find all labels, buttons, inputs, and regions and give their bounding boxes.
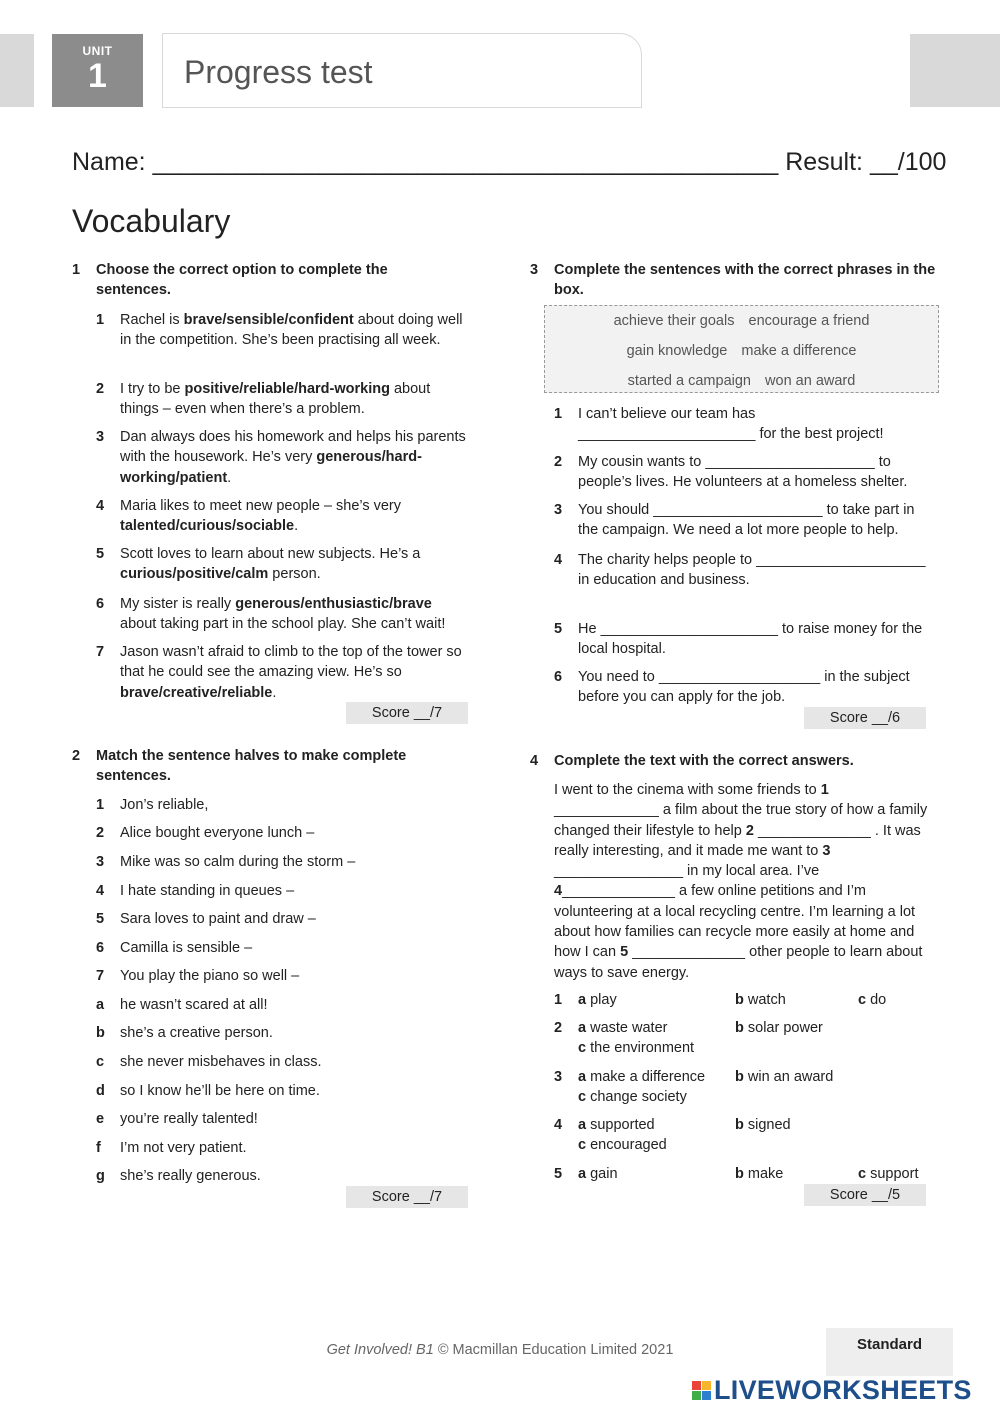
item-text: he wasn’t scared at all!	[120, 997, 268, 1013]
item-text: My sister is really generous/enthusiastic/brave about taking part in the school play. She can’t wait!	[120, 596, 446, 633]
phrase: encourage a friend	[748, 313, 870, 329]
option-letter: a	[578, 1117, 587, 1133]
item-text: Rachel is brave/sensible/confident about doing well in the competition. She’s been practising all week.	[120, 312, 463, 349]
text-part: ________________ in my local area. I’ve	[554, 863, 820, 880]
task-3-heading	[530, 260, 940, 300]
option-letter: c	[578, 1040, 587, 1057]
text-part: _____________ a film about the true story of how a family changed their lifestyle to help	[554, 802, 928, 839]
phrase: gain knowledge	[626, 343, 728, 359]
task-2	[72, 746, 462, 786]
item-text: He ______________________ to raise money for the local hospital.	[578, 621, 923, 658]
unit-label: UNIT	[82, 44, 113, 58]
gap-number: 5	[620, 944, 629, 961]
item-number: 5	[96, 911, 105, 927]
phrase-row	[545, 336, 938, 366]
option-text: encouraged	[590, 1137, 667, 1154]
item-number: b	[96, 1025, 105, 1041]
item-text: Jon’s reliable,	[120, 797, 209, 813]
list-item	[96, 823, 466, 843]
book-title: Get Involved! B1	[326, 1342, 434, 1358]
item-number: 6	[554, 669, 563, 685]
item-text: Mike was so calm during the storm –	[120, 854, 356, 870]
task-instruction: Complete the sentences with the correct phrases in the box.	[554, 262, 936, 298]
option-letter: a	[578, 1020, 587, 1036]
item-text: Sara loves to paint and draw –	[120, 911, 316, 927]
option-number: 3	[554, 1069, 563, 1085]
option-b	[735, 1018, 823, 1038]
list-item	[554, 452, 934, 493]
list-item	[96, 1081, 466, 1101]
list-item	[554, 500, 934, 541]
task-3	[530, 260, 940, 300]
item-text: I’m not very patient.	[120, 1140, 247, 1156]
task-1-heading	[72, 260, 462, 300]
task-number: 4	[530, 753, 539, 769]
task-instruction: Match the sentence halves to make complete sentences.	[96, 748, 407, 784]
list-item	[96, 594, 466, 635]
list-item	[96, 1166, 466, 1186]
text-part: I went to the cinema with some friends to	[554, 782, 821, 798]
task-2-heading	[72, 746, 462, 786]
item-number: 3	[554, 502, 563, 518]
liveworksheets-logo	[692, 1374, 972, 1406]
liveworksheets-icon	[692, 1381, 711, 1400]
phrase-box	[544, 305, 939, 393]
task-number: 1	[72, 262, 81, 278]
list-item	[96, 427, 466, 488]
item-number: g	[96, 1168, 105, 1184]
option-a	[578, 1018, 667, 1038]
option-letter: b	[735, 1020, 744, 1036]
option-text: win an award	[747, 1069, 834, 1085]
option-text: supported	[590, 1117, 655, 1133]
text-part: ______________ . It was really interesting, and it made me want to	[554, 822, 921, 859]
option-text: watch	[747, 992, 786, 1008]
option-c	[858, 1164, 918, 1184]
item-number: 3	[96, 429, 105, 445]
option-letter: a	[578, 1069, 587, 1085]
item-text: I can’t believe our team has ______________________ for the best project!	[578, 406, 884, 443]
option-text: change society	[590, 1089, 687, 1106]
gap-number: 4	[554, 883, 563, 900]
option-letter: c	[858, 992, 867, 1008]
text-part: ______________ other people to learn about ways to save energy.	[554, 944, 923, 981]
option-letter: b	[735, 1117, 744, 1133]
list-item	[96, 938, 466, 958]
item-number: 6	[96, 596, 105, 612]
option-text: make a difference	[590, 1069, 706, 1085]
gap-number: 2	[745, 822, 754, 839]
list-item	[96, 881, 466, 901]
option-letter: b	[735, 1069, 744, 1085]
gap-number: 3	[822, 842, 831, 859]
item-text: The charity helps people to _____________________ in education and business.	[578, 552, 926, 589]
option-a	[578, 1115, 655, 1135]
phrase: make a difference	[741, 343, 857, 359]
option-number: 4	[554, 1117, 563, 1133]
option-letter: c	[858, 1166, 867, 1182]
item-text: You play the piano so well –	[120, 968, 300, 984]
task-number: 2	[72, 748, 81, 764]
item-number: 5	[554, 621, 563, 637]
header-right-bar	[910, 34, 1000, 107]
item-text: Jason wasn’t afraid to climb to the top of the tower so that he could see the amazing view. He’s so brave/creative/reliable.	[120, 644, 462, 701]
option-text: support	[870, 1166, 919, 1182]
item-number: 1	[96, 797, 105, 813]
item-number: 4	[96, 883, 105, 899]
list-item	[96, 544, 466, 585]
item-text: Alice bought everyone lunch –	[120, 825, 315, 841]
option-text: do	[870, 992, 887, 1008]
item-number: 2	[96, 381, 105, 397]
item-text: you’re really talented!	[120, 1111, 258, 1127]
task-2-score: Score __/7	[346, 1186, 468, 1208]
option-letter: c	[578, 1137, 587, 1154]
task-instruction: Complete the text with the correct answers.	[554, 753, 854, 769]
option-text: signed	[747, 1117, 791, 1133]
list-item	[96, 642, 466, 703]
item-text: Dan always does his homework and helps his parents with the housework. He’s very generous/hard-working/patient.	[120, 429, 466, 486]
task-1	[72, 260, 462, 300]
task-number: 3	[530, 262, 539, 278]
list-item	[96, 310, 466, 351]
list-item	[96, 966, 466, 986]
item-number: 2	[96, 825, 105, 841]
item-text: she’s really generous.	[120, 1168, 261, 1184]
phrase: won an award	[765, 373, 856, 389]
list-item	[554, 619, 934, 660]
phrase: started a campaign	[627, 373, 751, 389]
task-instruction: Choose the correct option to complete the sentences.	[96, 262, 388, 298]
item-number: 7	[96, 968, 105, 984]
list-item	[96, 852, 466, 872]
page-title: Progress test	[184, 54, 373, 90]
option-a	[578, 990, 617, 1010]
option-text: solar power	[747, 1020, 823, 1036]
item-number: f	[96, 1140, 101, 1156]
unit-number: 1	[88, 57, 107, 95]
item-text: I try to be positive/reliable/hard-working about things – even when there’s a problem.	[120, 381, 431, 418]
option-letter: a	[578, 992, 587, 1008]
gap-number: 1	[820, 782, 829, 798]
option-c	[578, 1087, 687, 1107]
option-a	[578, 1067, 705, 1087]
text-part: ______________ a few online petitions and I’m volunteering at a local recycling centre. I’m learning a lot about how families can recycle more easily at home and how I can	[554, 883, 916, 961]
item-text: she never misbehaves in class.	[120, 1054, 322, 1070]
header-left-bar	[0, 34, 34, 107]
item-number: e	[96, 1111, 105, 1127]
option-letter: c	[578, 1089, 587, 1106]
list-item	[96, 1023, 466, 1043]
option-b	[735, 1115, 791, 1135]
task-4-score: Score __/5	[804, 1184, 926, 1206]
unit-badge	[52, 34, 143, 107]
item-number: 7	[96, 644, 105, 660]
item-number: 5	[96, 546, 105, 562]
list-item	[96, 496, 466, 537]
option-text: play	[590, 992, 617, 1008]
option-c	[858, 990, 886, 1010]
item-number: d	[96, 1083, 105, 1099]
copyright-text: © Macmillan Education Limited 2021	[433, 1342, 674, 1358]
name-result-line: Name: _____________________________________________ Result: __/100	[72, 148, 947, 176]
item-text: so I know he’ll be here on time.	[120, 1083, 320, 1099]
option-letter: a	[578, 1166, 587, 1182]
title-box	[162, 33, 642, 108]
option-b	[735, 990, 786, 1010]
option-a	[578, 1164, 618, 1184]
task-1-score: Score __/7	[346, 702, 468, 724]
phrase-row	[545, 366, 938, 396]
option-text: gain	[590, 1166, 618, 1182]
item-number: 4	[554, 552, 563, 568]
logo-text: LIVEWORKSHEETS	[714, 1374, 972, 1405]
list-item	[96, 795, 466, 815]
task-4	[530, 751, 940, 771]
item-text: Scott loves to learn about new subjects. He’s a curious/positive/calm person.	[120, 546, 421, 583]
section-title: Vocabulary	[72, 203, 231, 239]
level-badge: Standard	[826, 1328, 953, 1376]
option-text: the environment	[590, 1040, 695, 1057]
item-number: 4	[96, 498, 105, 514]
list-item	[96, 1052, 466, 1072]
option-b	[735, 1164, 783, 1184]
option-text: make	[747, 1166, 784, 1182]
option-number: 2	[554, 1020, 563, 1036]
list-item	[96, 995, 466, 1015]
option-letter: b	[735, 1166, 744, 1182]
item-number: 2	[554, 454, 563, 470]
list-item	[554, 550, 934, 591]
option-c	[578, 1038, 694, 1058]
list-item	[554, 667, 934, 708]
option-text: waste water	[590, 1020, 668, 1036]
option-c	[578, 1135, 667, 1155]
item-number: 1	[96, 312, 105, 328]
task-3-score: Score __/6	[804, 707, 926, 729]
item-text: Maria likes to meet new people – she’s very talented/curious/sociable.	[120, 498, 402, 535]
item-number: c	[96, 1054, 105, 1070]
item-number: 3	[96, 854, 105, 870]
list-item	[96, 1109, 466, 1129]
phrase: achieve their goals	[613, 313, 735, 329]
item-number: 1	[554, 406, 563, 422]
option-number: 1	[554, 992, 563, 1008]
item-text: she’s a creative person.	[120, 1025, 273, 1041]
list-item	[554, 404, 934, 445]
item-number: a	[96, 997, 105, 1013]
option-letter: b	[735, 992, 744, 1008]
list-item	[96, 1138, 466, 1158]
item-text: Camilla is sensible –	[120, 940, 253, 956]
item-number: 6	[96, 940, 105, 956]
item-text: You should _____________________ to take part in the campaign. We need a lot more people to help.	[578, 502, 915, 539]
option-number: 5	[554, 1166, 563, 1182]
cloze-text	[554, 780, 934, 983]
item-text: I hate standing in queues –	[120, 883, 295, 899]
item-text: You need to ____________________ in the subject before you can apply for the job.	[578, 669, 910, 706]
item-text: My cousin wants to _____________________ to people’s lives. He volunteers at a homeless shelter.	[578, 454, 908, 491]
task-4-heading	[530, 751, 940, 771]
list-item	[96, 379, 466, 420]
option-b	[735, 1067, 833, 1087]
phrase-row	[545, 306, 938, 336]
list-item	[96, 909, 466, 929]
